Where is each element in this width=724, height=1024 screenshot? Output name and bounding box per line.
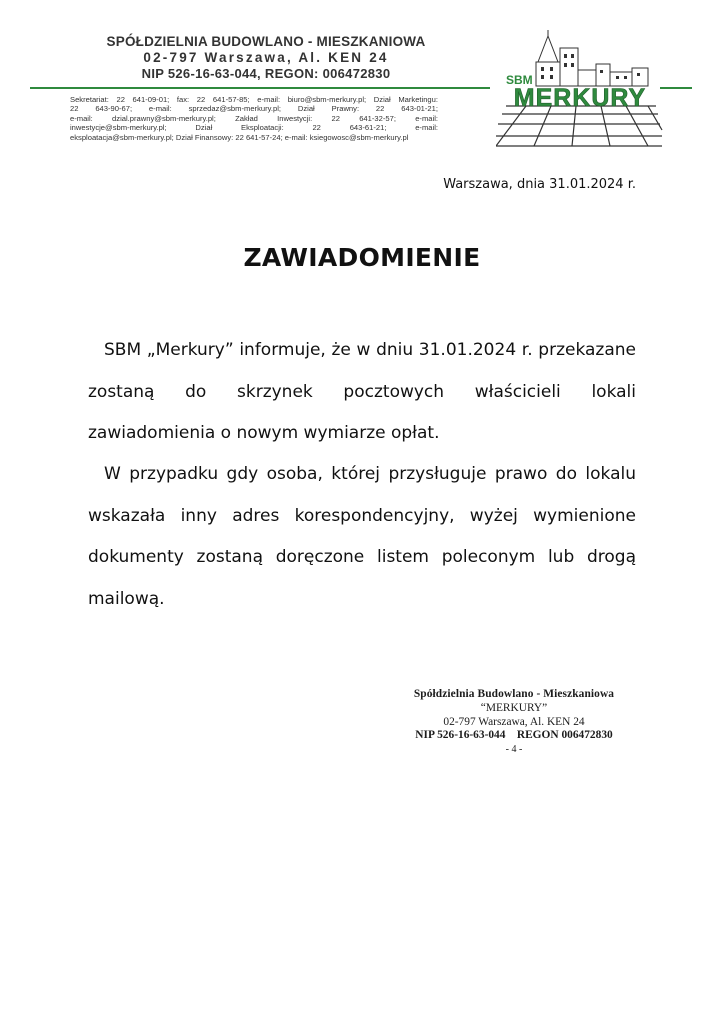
stamp-line-merkury: “MERKURY” xyxy=(480,701,548,714)
contact-line: eksploatacja@sbm-merkury.pl; Dział Finansowy: 22 641-57-24; e-mail: ksiegowosc@sbm-merkury.pl xyxy=(70,132,409,142)
stamp-line-name: Spółdzielnia Budowlano - Mieszkaniowa xyxy=(413,688,615,700)
stamp-line-nip-regon: NIP 526-16-63-044 REGON 006472830 xyxy=(415,729,613,742)
document-title: ZAWIADOMIENIE xyxy=(243,243,481,272)
letterhead-divider xyxy=(30,87,490,89)
contact-line: Sekretariat: 22 641-09-01; fax: 22 641-57-85; e-mail: biuro@sbm-merkury.pl; Dział Marketingu: xyxy=(70,95,438,104)
body-paragraph-2: W przypadku gdy osoba, której przysługuje prawo do lokalu wskazała inny adres korespondencyjny, wyżej wymienione dokumenty zostaną doręczone listem poleconym lub drogą mailową. xyxy=(88,464,636,610)
stamp-line-address: 02-797 Warszawa, Al. KEN 24 xyxy=(443,715,585,728)
company-nip-regon: NIP 526-16-63-044, REGON: 006472830 xyxy=(141,66,391,81)
document-date: Warszawa, dnia 31.01.2024 r. xyxy=(443,177,636,192)
sbm-merkury-logo xyxy=(496,30,664,148)
letterhead-company-block xyxy=(40,34,492,82)
contact-line: inwestycje@sbm-merkury.pl; Dział Eksploatacji: 22 643-61-21; e-mail: xyxy=(70,123,438,133)
company-name: SPÓŁDZIELNIA BUDOWLANO - MIESZKANIOWA xyxy=(106,34,426,49)
stamp-line-number: - 4 - xyxy=(505,744,523,756)
city-skyline-logo-icon xyxy=(496,30,664,148)
contact-line: e-mail: dzial.prawny@sbm-merkury.pl; Zakład Inwestycji: 22 641-32-57; e-mail: xyxy=(70,113,438,123)
logo-big-text: MERKURY xyxy=(513,84,647,112)
body-paragraph-1: SBM „Merkury” informuje, że w dniu 31.01.2024 r. przekazane zostaną do skrzynek pocztowych właścicieli lokali zawiadomienia o nowym wymiarze opłat. xyxy=(88,340,636,444)
letterhead-divider-right xyxy=(660,87,692,89)
company-stamp xyxy=(404,688,624,757)
contact-line: 22 643-90-67; e-mail: sprzedaz@sbm-merkury.pl; Dział Prawny: 22 643-01-21; xyxy=(70,104,438,114)
logo-small-text: SBM xyxy=(506,73,533,87)
company-address: 02-797 Warszawa, Al. KEN 24 xyxy=(143,50,389,65)
letterhead-contacts xyxy=(70,95,438,142)
